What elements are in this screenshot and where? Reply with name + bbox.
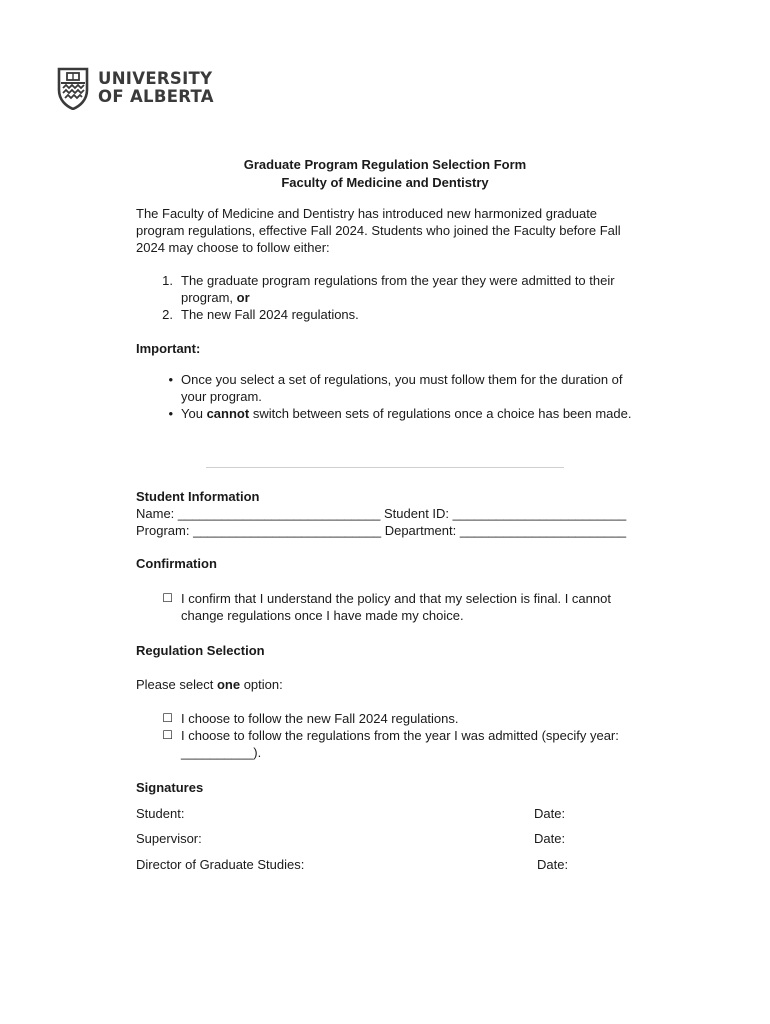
director-date-label: Date: xyxy=(537,857,569,872)
director-signature-label: Director of Graduate Studies: xyxy=(136,857,305,872)
prompt-emphasis: one xyxy=(216,677,241,692)
list-item-text: The graduate program regulations from the year they were admitted to their program, xyxy=(181,273,615,305)
name-id-row xyxy=(136,505,626,522)
bullet-icon: • xyxy=(168,406,173,421)
intro-paragraph: The Faculty of Medicine and Dentistry has introduced new harmonized graduate program regulations, effective Fall 2024. Students who joined the Faculty before Fall 2024 may choose to follow either: xyxy=(136,206,621,255)
list-item-text: The new Fall 2024 regulations. xyxy=(181,307,359,322)
form-title-line-1: Graduate Program Regulation Selection Form xyxy=(243,157,527,172)
confirmation-heading: Confirmation xyxy=(136,556,217,571)
student-id-field[interactable]: ________________________ xyxy=(452,506,627,521)
signature-row-supervisor xyxy=(136,830,576,847)
prompt-text-post: option: xyxy=(243,677,283,692)
logo-line-2: OF ALBERTA xyxy=(98,87,214,106)
regulation-choices xyxy=(136,710,636,761)
confirm-checkbox[interactable]: ☐ xyxy=(162,591,173,605)
signatures-heading: Signatures xyxy=(136,780,204,795)
program-label: Program: xyxy=(136,523,190,538)
list-item xyxy=(136,306,636,323)
signature-row-director xyxy=(136,856,576,873)
choice-item xyxy=(136,727,636,761)
program-field[interactable]: __________________________ xyxy=(193,523,382,538)
confirmation-list xyxy=(136,590,636,624)
options-list xyxy=(136,272,636,323)
student-signature-label: Student: xyxy=(136,806,185,821)
choice-admitted-text: I choose to follow the regulations from the year I was admitted (specify year: __________). xyxy=(181,728,619,760)
name-label: Name: xyxy=(136,506,175,521)
choice-new-checkbox[interactable]: ☐ xyxy=(162,711,173,725)
choice-admitted-checkbox[interactable]: ☐ xyxy=(162,728,173,742)
bullet-icon: • xyxy=(168,372,173,387)
student-info-heading: Student Information xyxy=(136,489,260,504)
section-divider xyxy=(206,467,564,468)
choice-item xyxy=(136,710,636,727)
supervisor-date-label: Date: xyxy=(534,831,566,846)
confirmation-text: I confirm that I understand the policy and that my selection is final. I cannot change regulations once I have made my choice. xyxy=(181,591,611,623)
form-title xyxy=(0,156,770,192)
list-item xyxy=(136,272,636,306)
confirmation-item xyxy=(136,590,636,624)
regulation-prompt xyxy=(136,676,283,693)
signature-row-student xyxy=(136,805,576,822)
bullet-text-post: switch between sets of regulations once a choice has been made. xyxy=(252,406,632,421)
student-date-label: Date: xyxy=(534,806,566,821)
university-logo xyxy=(56,66,214,110)
prompt-text-pre: Please select xyxy=(136,677,214,692)
important-bullets xyxy=(136,371,636,422)
bullet-text: Once you select a set of regulations, you must follow them for the duration of your program. xyxy=(181,372,623,404)
logo-wordmark xyxy=(98,70,214,106)
list-number: 1. xyxy=(162,273,173,288)
student-id-label: Student ID: xyxy=(384,506,450,521)
list-number: 2. xyxy=(162,307,173,322)
important-heading: Important: xyxy=(136,341,201,356)
department-label: Department: xyxy=(384,523,457,538)
program-dept-row xyxy=(136,522,626,539)
bullet-item xyxy=(136,405,636,422)
supervisor-signature-label: Supervisor: xyxy=(136,831,202,846)
form-title-line-2: Faculty of Medicine and Dentistry xyxy=(281,175,489,190)
choice-new-text: I choose to follow the new Fall 2024 regulations. xyxy=(181,711,459,726)
bullet-text-pre: You xyxy=(181,406,203,421)
department-field[interactable]: _______________________ xyxy=(459,523,627,538)
logo-line-1: UNIVERSITY xyxy=(98,69,213,88)
name-field[interactable]: ____________________________ xyxy=(177,506,381,521)
bullet-emphasis: cannot xyxy=(206,406,250,421)
crest-icon xyxy=(56,66,90,110)
regulation-heading: Regulation Selection xyxy=(136,643,265,658)
list-item-emphasis: or xyxy=(236,290,250,305)
bullet-item xyxy=(136,371,636,405)
